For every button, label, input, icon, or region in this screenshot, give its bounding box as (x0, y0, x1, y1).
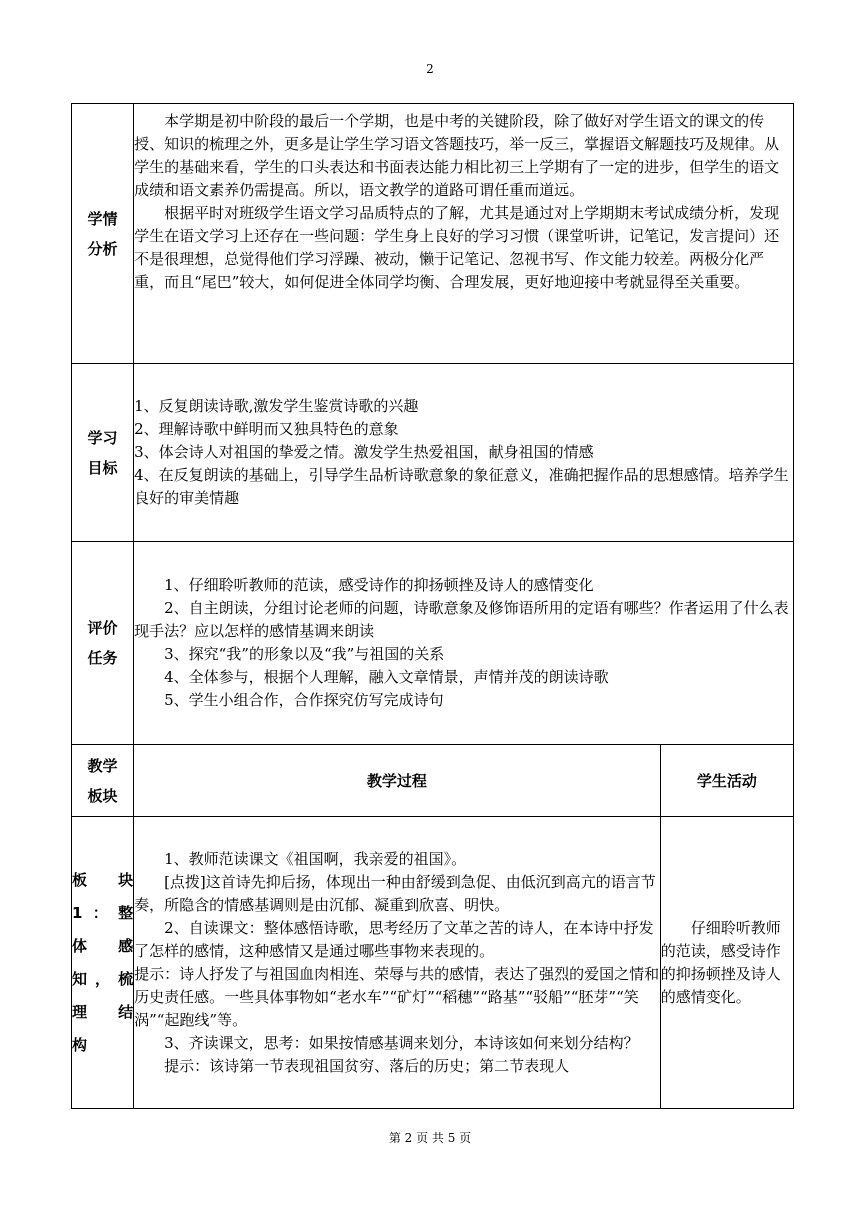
block-header-line2: 板块 (87, 786, 118, 805)
block1-activity (660, 817, 793, 1109)
situation-label-line2: 分析 (87, 239, 118, 258)
goals-content (134, 364, 794, 542)
tasks-content (134, 542, 794, 745)
situation-content (134, 104, 794, 364)
situation-row (72, 104, 794, 364)
process-line: 1、教师范读课文《祖国啊，我亲爱的祖国》。 (164, 849, 467, 868)
tasks-label-line1: 评价 (87, 619, 118, 637)
process-line: 3、齐读课文，思考：如果按情感基调来划分，本诗该如何来划分结构？ (164, 1033, 639, 1052)
process-line: 提示：诗人抒发了与祖国血肉相连、荣辱与共的感情，表达了强烈的爱国之情和历史责任感。一些具体事物如“老水车”“矿灯”“稻穗”“路基”“驳船”“胚芽”“笑涡”“起跑线”等。 (134, 964, 660, 1029)
goal-item: 3、体会诗人对祖国的挚爱之情。激发学生热爱祖国，献身祖国的情感 (134, 443, 594, 461)
page-footer: 第 2 页 共 5 页 (388, 1131, 472, 1145)
block-header-line1: 教学 (87, 756, 118, 775)
page-header-number: 2 (426, 62, 434, 76)
lesson-plan-table (71, 103, 794, 1109)
tasks-label-line2: 任务 (87, 649, 118, 667)
task-item: 5、学生小组合作，合作探究仿写完成诗句 (164, 691, 444, 709)
block1-label-line: 知，梳 (72, 969, 134, 988)
task-item: 3、探究“我”的形象以及“我”与祖国的关系 (164, 645, 445, 663)
task-item: 2、自主朗读，分组讨论老师的问题，诗歌意象及修饰语所用的定语有哪些？作者运用了什么表现手法？应以怎样的感情基调来朗读 (134, 599, 789, 640)
process-line: 2、自读课文：整体感悟诗歌，思考经历了文革之苦的诗人，在本诗中抒发了怎样的感情，这种感情又是通过哪些事物来表现的。 (134, 918, 654, 960)
block1-label (72, 817, 134, 1109)
goal-item: 1、反复朗读诗歌,激发学生鉴赏诗歌的兴趣 (134, 397, 419, 415)
process-header: 教学过程 (134, 745, 661, 817)
task-item: 4、全体参与，根据个人理解，融入文章情景，声情并茂的朗读诗歌 (164, 668, 609, 686)
situation-paragraph-1: 本学期是初中阶段的最后一个学期，也是中考的关键阶段，除了做好对学生语文的课文的传授、知识的梳理之外，更多是让学生学习语文答题技巧，举一反三，掌握语文解题技巧及规律。从学生的基础来看，学生的口头表达和书面表达能力相比初三上学期有了一定的进步，但学生的语文成绩和语文素养仍需提高。所以，语文教学的道路可谓任重而道远。 (134, 112, 780, 199)
task-item: 1、仔细聆听教师的范读，感受诗作的抑扬顿挫及诗人的感情变化 (164, 576, 594, 594)
block1-label-line: 1：整 (72, 903, 134, 922)
goal-item: 2、理解诗歌中鲜明而又独具特色的意象 (134, 420, 399, 438)
activity-text: 仔细聆听教师的范读，感受诗作的抑扬顿挫及诗人的感情变化。 (660, 918, 781, 1006)
situation-label-line1: 学情 (87, 209, 118, 228)
tasks-row (72, 542, 794, 745)
block1-label-line: 理 结 (72, 1002, 134, 1021)
goals-label-line1: 学习 (87, 428, 118, 447)
table-head-row (72, 745, 794, 817)
tasks-label (72, 542, 134, 745)
process-line: 提示：该诗第一节表现祖国贫穷、落后的历史；第二节表现人 (164, 1056, 570, 1075)
situation-paragraph-2: 根据平时对班级学生语文学习品质特点的了解，尤其是通过对上学期期末考试成绩分析，发现学生在语文学习上还存在一些问题：学生身上良好的学习习惯（课堂听讲，记笔记，发言提问）还不是很理想，总觉得他们学习浮躁、被动，懒于记笔记、忽视书写、作文能力较差。两极分化严重，而且“尾巴”较大，如何促进全体同学均衡、合理发展，更好地迎接中考就显得至关重要。 (134, 204, 780, 291)
goal-item: 4、在反复朗读的基础上，引导学生品析诗歌意象的象征意义，准确把握作品的思想感情。培养学生良好的审美情趣 (134, 466, 789, 507)
activity-header: 学生活动 (660, 745, 793, 817)
process-line: [点拨]这首诗先抑后扬，体现出一种由舒缓到急促、由低沉到高亢的语言节奏，所隐含的情感基调则是由沉郁、凝重到欣喜、明快。 (134, 872, 656, 914)
situation-label (72, 104, 134, 364)
block1-label-line: 板 块 (72, 870, 134, 889)
block-header (72, 745, 134, 817)
block1-process (134, 817, 661, 1109)
goals-row (72, 364, 794, 542)
block1-label-line: 构 (72, 1035, 88, 1054)
goals-label-line2: 目标 (87, 458, 118, 477)
goals-label (72, 364, 134, 542)
block1-label-line: 体 感 (72, 936, 134, 955)
block1-row (72, 817, 794, 1109)
